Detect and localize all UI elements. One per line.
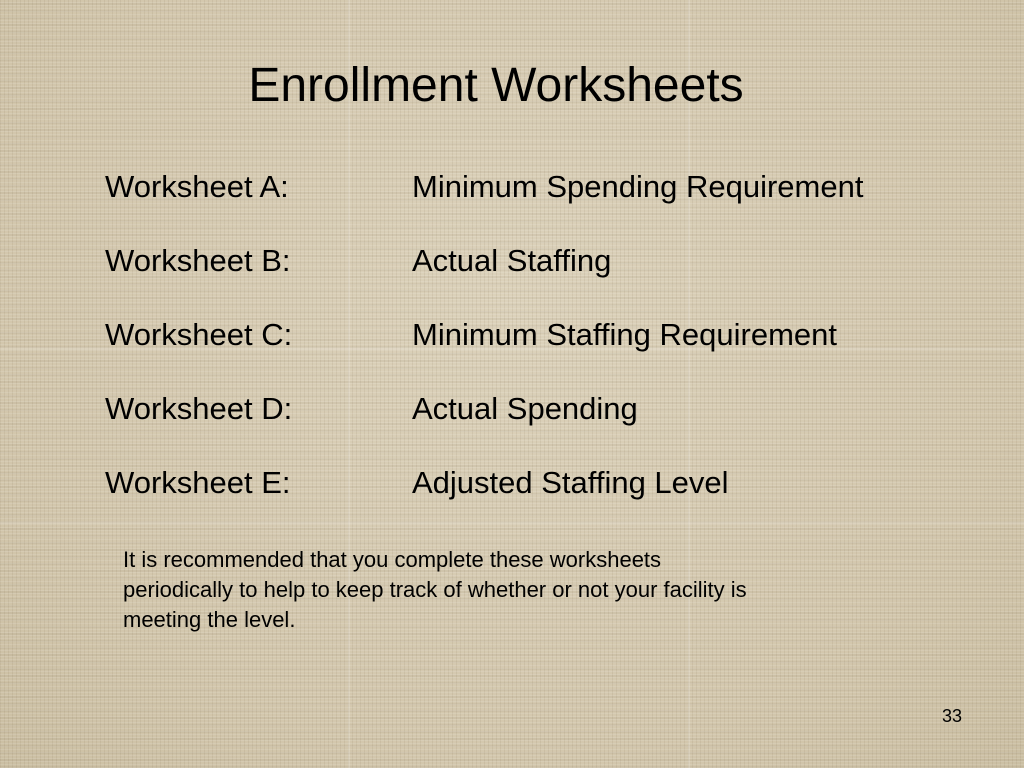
worksheet-row-c <box>105 298 985 372</box>
worksheet-row-b <box>105 224 985 298</box>
worksheet-description: Minimum Staffing Requirement <box>412 317 837 352</box>
worksheet-row-a <box>105 150 985 224</box>
worksheet-label: Worksheet D: <box>105 391 293 426</box>
note-line: periodically to help to keep track of whether or not your facility is <box>123 577 747 602</box>
worksheet-label: Worksheet B: <box>105 243 291 278</box>
recommendation-note <box>123 545 883 635</box>
worksheet-label: Worksheet C: <box>105 317 293 352</box>
note-line: It is recommended that you complete these worksheets <box>123 547 662 572</box>
worksheet-label: Worksheet A: <box>105 169 289 204</box>
page-number: 33 <box>941 706 962 726</box>
note-line: meeting the level. <box>123 607 296 632</box>
worksheet-label: Worksheet E: <box>105 465 291 500</box>
worksheet-row-d <box>105 372 985 446</box>
slide-title: Enrollment Worksheets <box>248 59 744 112</box>
worksheet-description: Adjusted Staffing Level <box>412 465 729 500</box>
worksheet-row-e <box>105 446 985 520</box>
worksheet-list <box>105 150 985 520</box>
worksheet-description: Actual Spending <box>412 391 638 426</box>
worksheet-description: Actual Staffing <box>412 243 612 278</box>
worksheet-description: Minimum Spending Requirement <box>412 169 864 204</box>
texture-seam <box>0 522 1024 524</box>
